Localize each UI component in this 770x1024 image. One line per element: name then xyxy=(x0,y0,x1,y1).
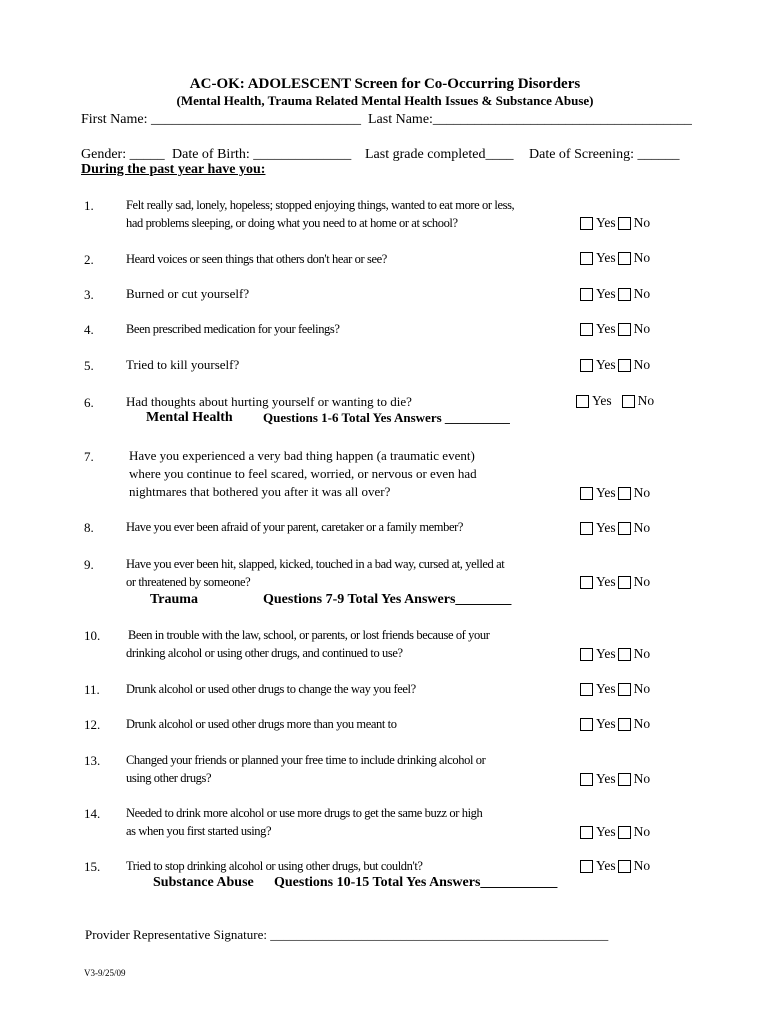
yes-label: Yes xyxy=(596,215,616,230)
question-text xyxy=(126,285,249,303)
question-text xyxy=(126,196,514,232)
no-label: No xyxy=(633,858,651,873)
question-line: had problems sleeping, or doing what you need to at home or at school? xyxy=(126,216,458,230)
question-number: 5. xyxy=(84,358,94,373)
no-checkbox[interactable] xyxy=(618,487,631,500)
dob-field[interactable]: Date of Birth: ______________ xyxy=(172,147,352,162)
form-title: AC-OK: ADOLESCENT Screen for Co-Occurring Disorders xyxy=(189,76,581,92)
yes-checkbox[interactable] xyxy=(580,773,593,786)
yes-label: Yes xyxy=(596,858,616,873)
last-name-field[interactable]: Last Name:_____________________________________ xyxy=(368,112,692,127)
question-number: 3. xyxy=(84,287,94,302)
answer-group xyxy=(580,858,650,874)
yes-label: Yes xyxy=(592,393,612,408)
yes-label: Yes xyxy=(596,250,616,265)
question-line: nightmares that bothered you after it was all over? xyxy=(129,484,391,499)
no-label: No xyxy=(633,824,651,839)
no-checkbox[interactable] xyxy=(618,648,631,661)
answer-group xyxy=(580,485,650,501)
question-line: Tried to stop drinking alcohol or using other drugs, but couldn't? xyxy=(126,859,423,873)
version-label: V3-9/25/09 xyxy=(84,968,126,978)
question-text xyxy=(126,680,416,698)
question-line: Needed to drink more alcohol or use more drugs to get the same buzz or high xyxy=(126,806,483,820)
no-label: No xyxy=(637,393,655,408)
yes-label: Yes xyxy=(596,574,616,589)
question-text xyxy=(126,250,387,268)
question-number: 9. xyxy=(84,557,94,572)
question-line: Have you ever been hit, slapped, kicked, touched in a bad way, cursed at, yelled at xyxy=(126,557,505,571)
no-label: No xyxy=(633,646,651,661)
question-text xyxy=(126,356,239,374)
question-line: Heard voices or seen things that others don't hear or see? xyxy=(126,252,387,266)
question-number: 2. xyxy=(84,252,94,267)
provider-signature-field[interactable]: Provider Representative Signature: ____________________________________________________ xyxy=(85,927,609,942)
question-line: Felt really sad, lonely, hopeless; stopped enjoying things, wanted to eat more or less, xyxy=(126,198,515,212)
answer-group xyxy=(580,321,650,337)
question-line: Been prescribed medication for your feelings? xyxy=(126,322,340,336)
no-label: No xyxy=(633,574,651,589)
no-checkbox[interactable] xyxy=(618,359,631,372)
question-line: Have you experienced a very bad thing happen (a traumatic event) xyxy=(129,448,475,463)
no-checkbox[interactable] xyxy=(618,576,631,589)
yes-checkbox[interactable] xyxy=(580,487,593,500)
answer-group xyxy=(576,393,654,409)
no-label: No xyxy=(633,286,651,301)
yes-label: Yes xyxy=(596,716,616,731)
yes-checkbox[interactable] xyxy=(580,826,593,839)
question-line: drinking alcohol or using other drugs, and continued to use? xyxy=(126,646,403,660)
last-grade-field[interactable]: Last grade completed____ xyxy=(365,147,514,162)
answer-group xyxy=(580,574,650,590)
question-text xyxy=(126,751,485,787)
yes-label: Yes xyxy=(596,321,616,336)
gender-field[interactable]: Gender: _____ xyxy=(81,147,165,162)
question-number: 12. xyxy=(84,717,101,732)
substance-abuse-total[interactable]: Questions 10-15 Total Yes Answers___________ xyxy=(274,875,558,890)
substance-abuse-label: Substance Abuse xyxy=(153,875,254,890)
answer-group xyxy=(580,250,650,266)
question-text xyxy=(126,393,412,411)
answer-group xyxy=(580,357,650,373)
answer-group xyxy=(580,771,650,787)
yes-checkbox[interactable] xyxy=(580,359,593,372)
yes-checkbox[interactable] xyxy=(580,522,593,535)
yes-checkbox[interactable] xyxy=(576,395,589,408)
yes-label: Yes xyxy=(596,286,616,301)
no-checkbox[interactable] xyxy=(622,395,635,408)
no-label: No xyxy=(633,357,651,372)
question-line: Had thoughts about hurting yourself or wanting to die? xyxy=(126,394,412,409)
yes-checkbox[interactable] xyxy=(580,576,593,589)
answer-group xyxy=(580,646,650,662)
yes-checkbox[interactable] xyxy=(580,323,593,336)
question-text xyxy=(128,626,489,662)
trauma-label: Trauma xyxy=(150,592,198,607)
question-number: 15. xyxy=(84,859,101,874)
no-label: No xyxy=(633,520,651,535)
yes-checkbox[interactable] xyxy=(580,252,593,265)
question-text xyxy=(129,447,477,501)
yes-label: Yes xyxy=(596,771,616,786)
no-checkbox[interactable] xyxy=(618,217,631,230)
no-label: No xyxy=(633,215,651,230)
question-text xyxy=(126,857,423,875)
answer-group xyxy=(580,824,650,840)
no-label: No xyxy=(633,321,651,336)
question-text xyxy=(126,555,504,591)
no-label: No xyxy=(633,716,651,731)
answer-group xyxy=(580,286,650,302)
yes-label: Yes xyxy=(596,357,616,372)
question-text xyxy=(126,320,340,338)
no-checkbox[interactable] xyxy=(618,860,631,873)
no-label: No xyxy=(633,485,651,500)
question-number: 10. xyxy=(84,628,101,643)
yes-label: Yes xyxy=(596,646,616,661)
question-text xyxy=(126,518,463,536)
answer-group xyxy=(580,520,650,536)
yes-checkbox[interactable] xyxy=(580,288,593,301)
no-checkbox[interactable] xyxy=(618,323,631,336)
question-line: Tried to kill yourself? xyxy=(126,357,240,372)
question-line: Drunk alcohol or used other drugs more than you meant to xyxy=(126,717,397,731)
screening-date-field[interactable]: Date of Screening: ______ xyxy=(529,147,680,162)
no-checkbox[interactable] xyxy=(618,826,631,839)
yes-checkbox[interactable] xyxy=(580,648,593,661)
question-line: Changed your friends or planned your free time to include drinking alcohol or xyxy=(126,753,486,767)
no-label: No xyxy=(633,771,651,786)
yes-label: Yes xyxy=(596,824,616,839)
no-label: No xyxy=(633,250,651,265)
no-checkbox[interactable] xyxy=(618,773,631,786)
yes-checkbox[interactable] xyxy=(580,683,593,696)
section-header: During the past year have you: xyxy=(81,162,266,177)
question-line: where you continue to feel scared, worried, or nervous or even had xyxy=(129,466,477,481)
question-number: 11. xyxy=(84,682,100,697)
question-text xyxy=(126,804,482,840)
mental-health-total[interactable]: Questions 1-6 Total Yes Answers __________ xyxy=(263,410,510,425)
question-number: 8. xyxy=(84,520,94,535)
question-line: Burned or cut yourself? xyxy=(126,286,250,301)
first-name-field[interactable]: First Name: ______________________________ xyxy=(81,112,361,127)
question-line: or threatened by someone? xyxy=(126,575,251,589)
yes-label: Yes xyxy=(596,520,616,535)
no-checkbox[interactable] xyxy=(618,718,631,731)
answer-group xyxy=(580,681,650,697)
question-number: 4. xyxy=(84,322,94,337)
yes-checkbox[interactable] xyxy=(580,718,593,731)
trauma-total[interactable]: Questions 7-9 Total Yes Answers________ xyxy=(263,592,512,607)
question-number: 7. xyxy=(84,449,94,464)
question-number: 6. xyxy=(84,395,94,410)
no-checkbox[interactable] xyxy=(618,522,631,535)
question-number: 13. xyxy=(84,753,101,768)
form-subtitle: (Mental Health, Trauma Related Mental Health Issues & Substance Abuse) xyxy=(176,93,594,108)
question-number: 14. xyxy=(84,806,101,821)
yes-checkbox[interactable] xyxy=(580,217,593,230)
answer-group xyxy=(580,716,650,732)
question-line: Drunk alcohol or used other drugs to change the way you feel? xyxy=(126,682,416,696)
question-text xyxy=(126,715,397,733)
yes-label: Yes xyxy=(596,485,616,500)
yes-label: Yes xyxy=(596,681,616,696)
no-label: No xyxy=(633,681,651,696)
mental-health-label: Mental Health xyxy=(146,410,233,425)
question-line: Have you ever been afraid of your parent, caretaker or a family member? xyxy=(126,520,464,534)
answer-group xyxy=(580,215,650,231)
question-line: as when you first started using? xyxy=(126,824,272,838)
no-checkbox[interactable] xyxy=(618,252,631,265)
question-line: using other drugs? xyxy=(126,771,212,785)
no-checkbox[interactable] xyxy=(618,683,631,696)
no-checkbox[interactable] xyxy=(618,288,631,301)
question-line: Been in trouble with the law, school, or parents, or lost friends because of your xyxy=(128,628,490,642)
yes-checkbox[interactable] xyxy=(580,860,593,873)
question-number: 1. xyxy=(84,198,94,213)
